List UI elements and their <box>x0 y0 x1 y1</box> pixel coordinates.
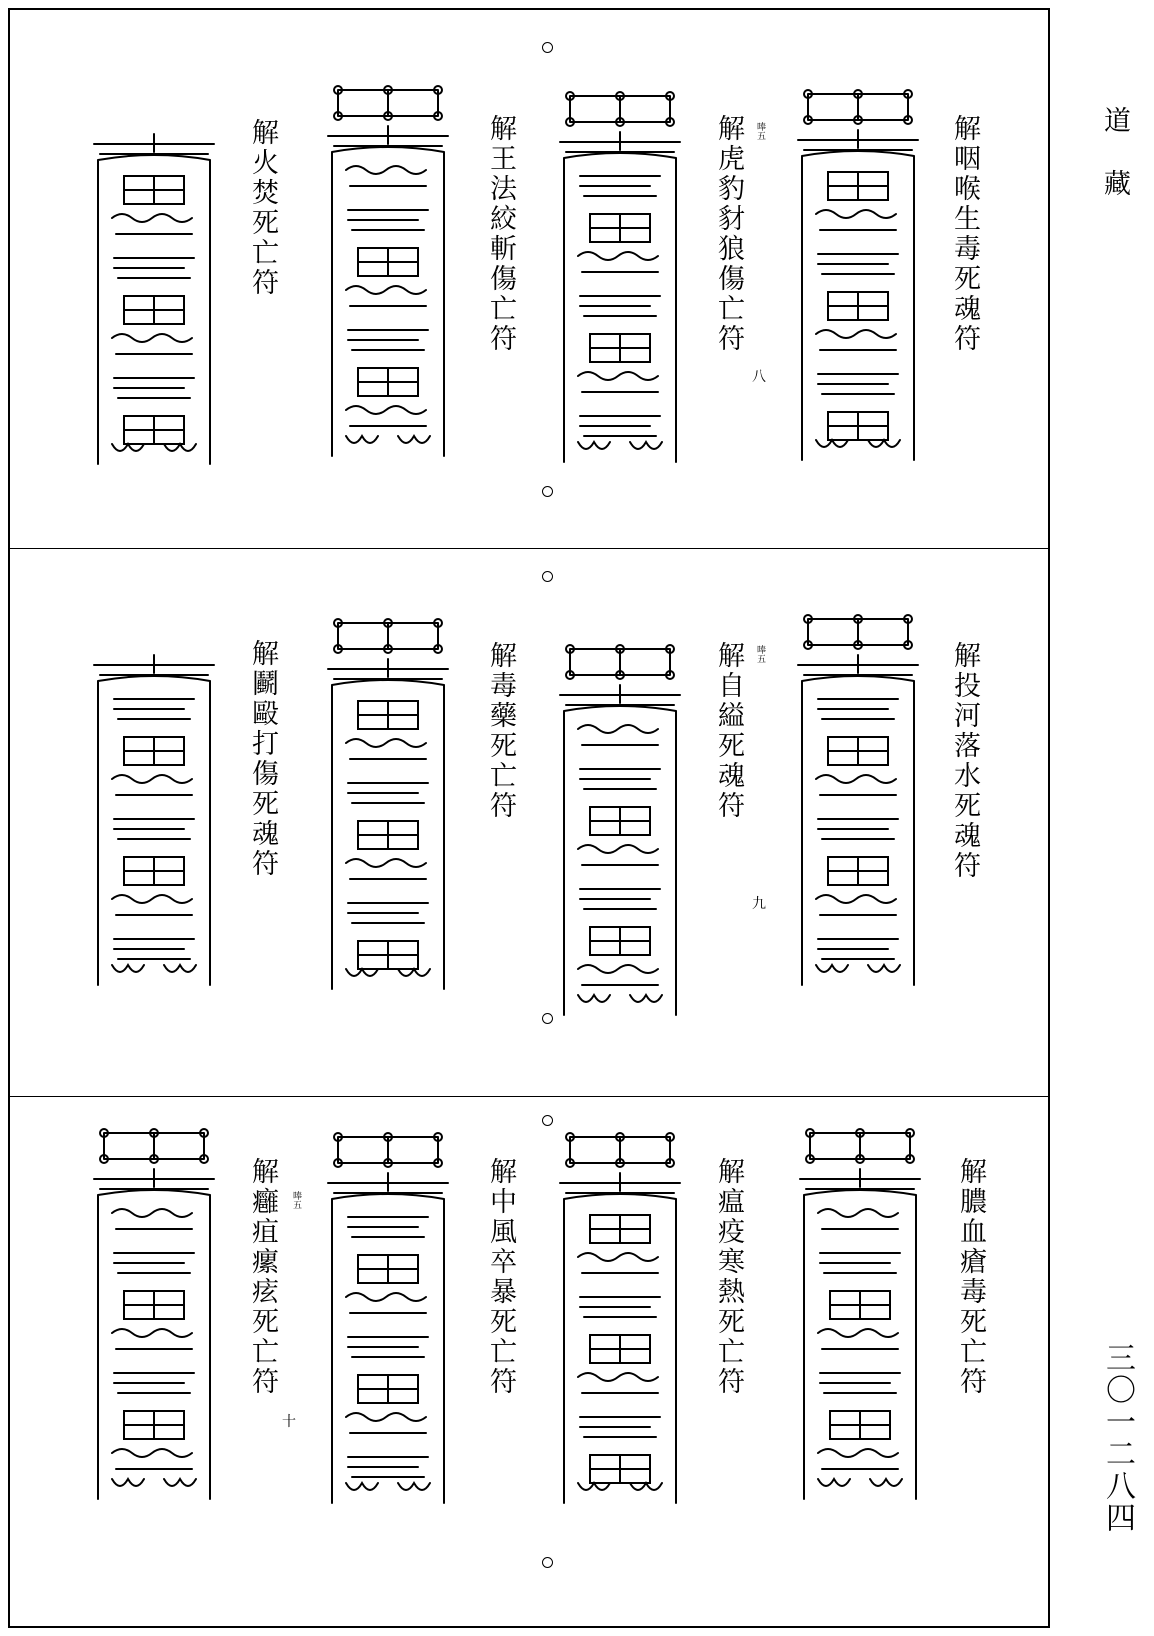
talisman-seal-2 <box>550 82 690 482</box>
talisman-title: 解投河落水死魂符 <box>949 641 980 881</box>
talisman-note: 唪五 <box>755 122 765 140</box>
talisman-seal-1 <box>788 80 928 480</box>
talisman-title: 解瘟疫寒熱死亡符 <box>713 1157 744 1397</box>
talisman-title: 解膿血瘡毒死亡符 <box>955 1157 986 1397</box>
talisman-title: 解中風卒暴死亡符 <box>485 1157 516 1397</box>
talisman-seal-11 <box>318 1123 458 1523</box>
talisman-title: 解虎豹豺狼傷亡符 <box>713 114 744 354</box>
binding-hole <box>542 1557 553 1568</box>
talisman-title: 解鬬毆打傷死魂符 <box>247 639 278 879</box>
talisman-title: 解火焚死亡符 <box>247 118 278 298</box>
talisman-title: 解咽喉生毒死魂符 <box>949 114 980 354</box>
collection-name: 道藏 <box>1099 106 1130 232</box>
binding-hole <box>542 42 553 53</box>
talisman-title: 解癰疽瘰痃死亡符 <box>247 1157 278 1397</box>
talisman-seal-7 <box>318 609 458 1009</box>
page-number: 三〇一二八四 <box>1100 1342 1135 1534</box>
panel-2 <box>10 548 1048 1097</box>
talisman-seal-5 <box>788 605 928 1005</box>
talisman-seal-10 <box>550 1123 690 1523</box>
talisman-title: 解毒藥死亡符 <box>485 641 516 821</box>
talisman-note: 唪五 <box>291 1191 301 1209</box>
folio-number: 十 <box>282 1414 296 1430</box>
folio-number: 八 <box>752 369 766 385</box>
talisman-seal-8 <box>84 605 224 1005</box>
binding-hole <box>542 486 553 497</box>
panel-1 <box>10 10 1048 548</box>
folio-number: 九 <box>752 896 766 912</box>
talisman-seal-12 <box>84 1119 224 1519</box>
talisman-seal-3 <box>318 76 458 476</box>
talisman-seal-6 <box>550 635 690 1035</box>
binding-hole <box>542 571 553 582</box>
talisman-seal-9 <box>790 1119 930 1519</box>
talisman-title: 解自縊死魂符 <box>713 641 744 821</box>
talisman-title: 解王法絞斬傷亡符 <box>485 114 516 354</box>
page-frame <box>8 8 1050 1628</box>
talisman-seal-4 <box>84 84 224 484</box>
panel-3 <box>10 1096 1048 1627</box>
talisman-note: 唪五 <box>755 645 765 663</box>
